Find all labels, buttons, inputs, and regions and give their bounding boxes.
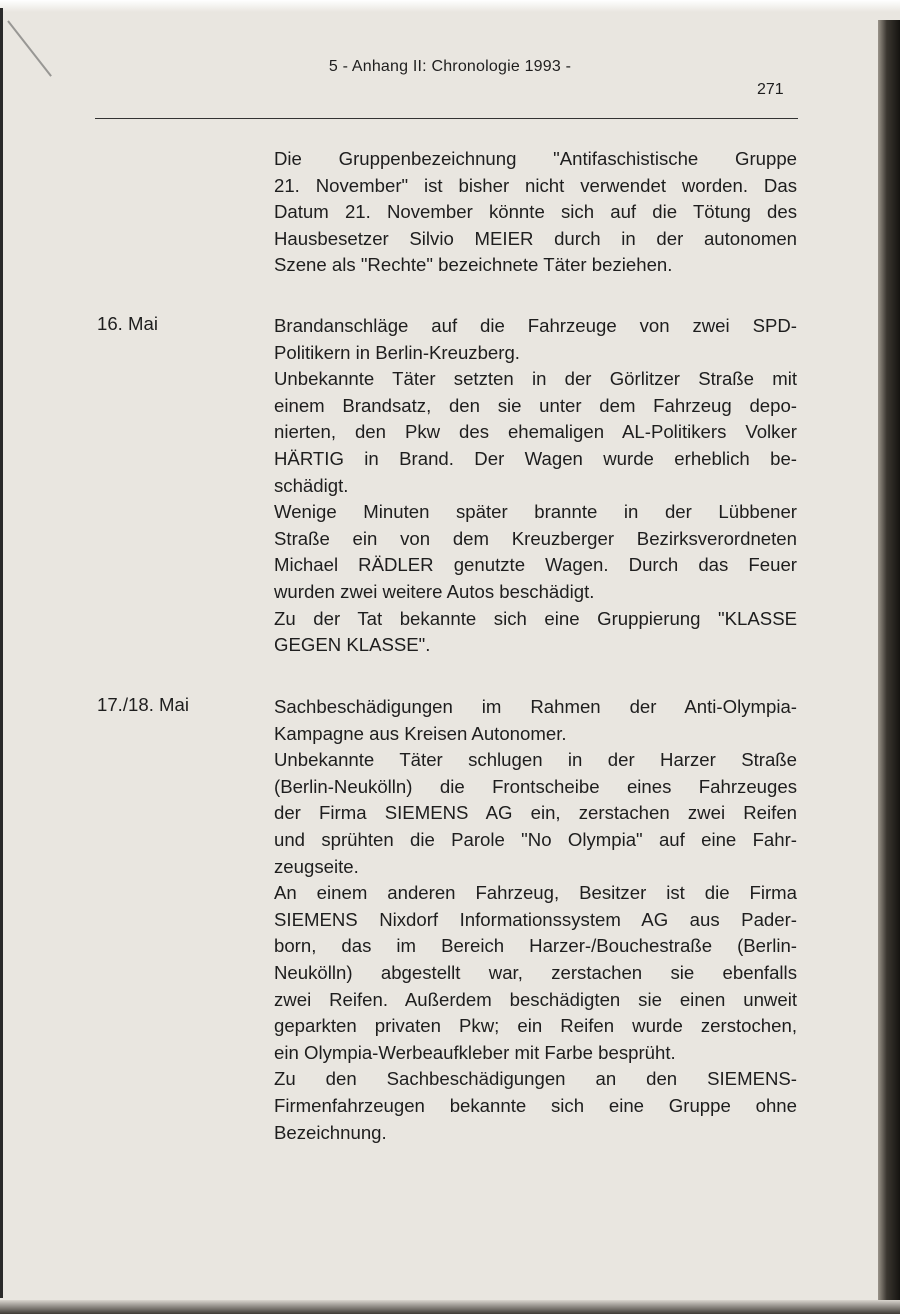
page-left-edge — [0, 8, 3, 1298]
text-line: Zu den Sachbeschädigungen an den SIEMENS- — [274, 1068, 797, 1090]
text-line: nierten, den Pkw des ehemaligen AL-Politikers Volker — [274, 421, 797, 443]
text-line: An einem anderen Fahrzeug, Besitzer ist die Firma — [274, 882, 797, 904]
text-line: Straße ein von dem Kreuzberger Bezirksverordneten — [274, 527, 797, 549]
text-line: Zu der Tat bekannte sich eine Gruppierung "KLASSE — [274, 607, 797, 629]
text-line: wurden zwei weitere Autos beschädigt. — [274, 580, 595, 602]
text-line: GEGEN KLASSE". — [274, 634, 431, 656]
page-bottom-edge — [0, 1300, 900, 1314]
text-line: Unbekannte Täter setzten in der Görlitzer Straße mit — [274, 368, 797, 390]
text-line: 21. November" ist bisher nicht verwendet worden. Das — [274, 174, 797, 196]
text-line: Kampagne aus Kreisen Autonomer. — [274, 722, 567, 744]
text-line: geparkten privaten Pkw; ein Reifen wurde zerstochen, — [274, 1015, 797, 1037]
text-line: Firmenfahrzeugen bekannte sich eine Gruppe ohne — [274, 1094, 797, 1116]
text-line: der Firma SIEMENS AG ein, zerstachen zwei Reifen — [274, 802, 797, 824]
page-top-edge — [0, 0, 900, 12]
text-line: Brandanschläge auf die Fahrzeuge von zwei SPD- — [274, 315, 797, 336]
text-line: einem Brandsatz, den sie unter dem Fahrzeug depo- — [274, 394, 797, 416]
text-line: zeugseite. — [274, 855, 359, 877]
text-line: SIEMENS Nixdorf Informationssystem AG aus Pader- — [274, 908, 797, 930]
text-line: zwei Reifen. Außerdem beschädigten sie einen unweit — [274, 988, 797, 1010]
page-number: 271 — [757, 81, 784, 98]
text-line: Datum 21. November könnte sich auf die Tötung des — [274, 201, 797, 223]
text-line: Die Gruppenbezeichnung "Antifaschistische Gruppe — [274, 148, 797, 169]
text-line: und sprühten die Parole "No Olympia" auf eine Fahr- — [274, 828, 797, 850]
intro-paragraph — [274, 146, 797, 279]
text-line: Michael RÄDLER genutzte Wagen. Durch das Feuer — [274, 554, 797, 576]
book-spine-shadow — [878, 20, 900, 1314]
entry-date: 17./18. Mai — [97, 694, 189, 715]
text-line: schädigt. — [274, 474, 349, 496]
header-rule — [95, 118, 798, 119]
text-line: born, das im Bereich Harzer-/Bouchestraße (Berlin- — [274, 935, 797, 957]
text-line: HÄRTIG in Brand. Der Wagen wurde erheblich be- — [274, 447, 797, 469]
entry-text — [274, 694, 797, 1146]
text-line: Szene als "Rechte" bezeichnete Täter beziehen. — [274, 254, 673, 276]
running-header: 5 - Anhang II: Chronologie 1993 - — [328, 58, 572, 75]
text-line: Neukölln) abgestellt war, zerstachen sie ebenfalls — [274, 961, 797, 983]
text-line: Politikern in Berlin-Kreuzberg. — [274, 341, 520, 363]
entry-text — [274, 313, 797, 659]
text-line: Sachbeschädigungen im Rahmen der Anti-Olympia- — [274, 696, 797, 717]
text-line: Wenige Minuten später brannte in der Lübbener — [274, 501, 797, 523]
text-line: ein Olympia-Werbeaufkleber mit Farbe besprüht. — [274, 1041, 676, 1063]
text-line: (Berlin-Neukölln) die Frontscheibe eines Fahrzeuges — [274, 775, 797, 797]
text-line: Bezeichnung. — [274, 1121, 387, 1143]
text-line: Unbekannte Täter schlugen in der Harzer Straße — [274, 749, 797, 771]
text-line: Hausbesetzer Silvio MEIER durch in der autonomen — [274, 227, 797, 249]
entry-date: 16. Mai — [97, 313, 158, 334]
